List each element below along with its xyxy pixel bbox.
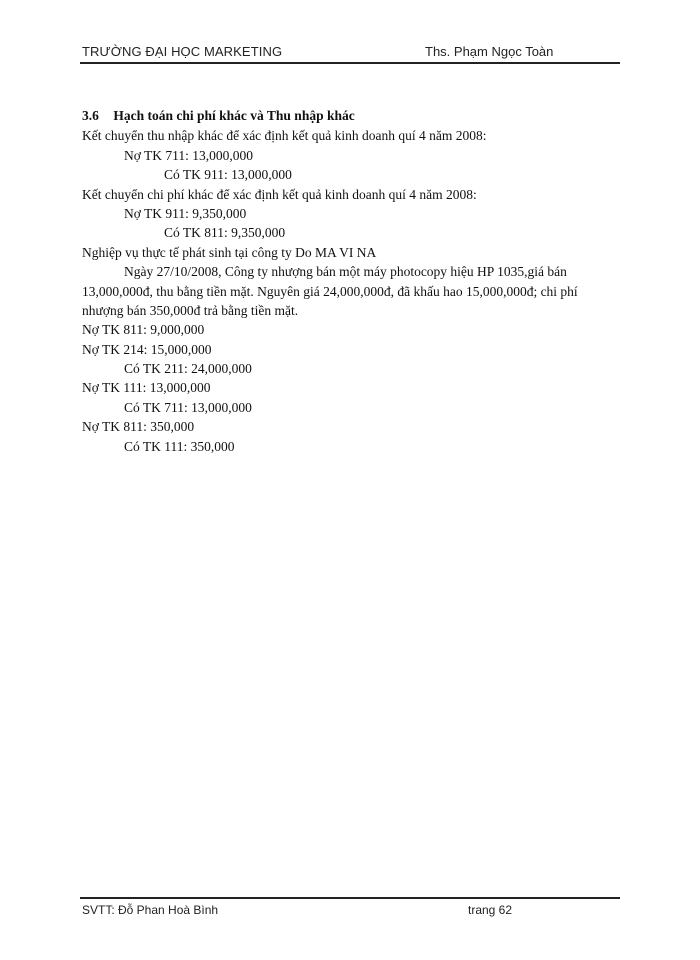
credit-entry: Có TK 111: 350,000: [124, 438, 235, 454]
credit-entry: Có TK 811: 9,350,000: [164, 225, 286, 241]
paragraph-line: nhượng bán 350,000đ trả bằng tiền mặt.: [82, 302, 299, 318]
header-author: Ths. Phạm Ngọc Toàn: [425, 44, 554, 59]
debit-entry: Nợ TK 111: 13,000,000: [82, 380, 211, 396]
footer-divider: [80, 897, 620, 899]
text-line: Kết chuyển thu nhập khác để xác định kết quả kinh doanh quí 4 năm 2008:: [82, 128, 487, 144]
paragraph-line: 13,000,000đ, thu bằng tiền mặt. Nguyên giá 24,000,000đ, đã khấu hao 15,000,000đ; chi phí: [82, 283, 578, 299]
paragraph-line: Ngày 27/10/2008, Công ty nhượng bán một máy photocopy hiệu HP 1035,giá bán: [124, 264, 567, 280]
header-divider: [80, 62, 620, 64]
header-school-name: TRƯỜNG ĐẠI HỌC MARKETING: [82, 44, 283, 59]
debit-entry: Nợ TK 214: 15,000,000: [82, 341, 212, 357]
credit-entry: Có TK 911: 13,000,000: [164, 167, 292, 183]
text-line: Kết chuyển chi phí khác để xác định kết quả kinh doanh quí 4 năm 2008:: [82, 186, 477, 202]
debit-entry: Nợ TK 811: 350,000: [82, 419, 195, 435]
footer-student: SVTT: Đỗ Phan Hoà Bình: [82, 903, 219, 917]
document-body: [82, 106, 622, 456]
debit-entry: Nợ TK 911: 9,350,000: [124, 205, 247, 221]
credit-entry: Có TK 711: 13,000,000: [124, 399, 252, 415]
section-number: 3.6: [82, 108, 99, 123]
footer-page-number: trang 62: [468, 903, 513, 917]
text-line: Nghiệp vụ thực tế phát sinh tại công ty Do MA VI NA: [82, 244, 377, 260]
debit-entry: Nợ TK 811: 9,000,000: [82, 322, 205, 338]
section-title: Hạch toán chi phí khác và Thu nhập khác: [113, 108, 355, 123]
credit-entry: Có TK 211: 24,000,000: [124, 361, 252, 377]
debit-entry: Nợ TK 711: 13,000,000: [124, 147, 254, 163]
section-heading: [82, 106, 622, 125]
